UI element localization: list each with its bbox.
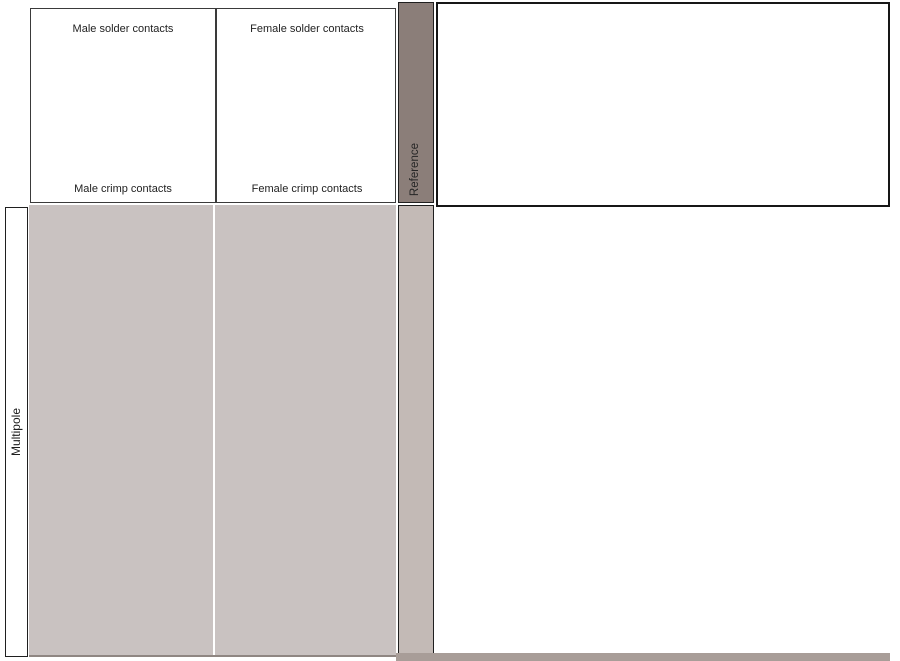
female-crimp-connector-drawing xyxy=(241,121,365,187)
panel-divider xyxy=(215,9,217,202)
table-header xyxy=(438,4,888,205)
female-crimp-title: Female crimp contacts xyxy=(251,183,363,195)
male-crimp-title: Male crimp contacts xyxy=(74,183,172,195)
female-solder-title: Female solder contacts xyxy=(250,23,364,35)
male-crimp-connector-drawing xyxy=(33,113,157,179)
male-contact-face-diagram xyxy=(156,73,202,119)
male-solder-title: Male solder contacts xyxy=(72,23,174,35)
reference-column xyxy=(398,205,434,655)
reference-column-header xyxy=(398,2,434,203)
contact-diagram-box xyxy=(30,8,396,203)
multipole-label-text: Multipole xyxy=(8,407,23,457)
female-contact-face-diagram xyxy=(324,81,370,127)
reference-header-text: Reference xyxy=(409,142,422,196)
multipole-side-label xyxy=(5,207,28,657)
page-bottom-band xyxy=(396,653,890,661)
contact-faces-drawings xyxy=(29,205,396,657)
male-solder-connector-drawing xyxy=(33,37,157,103)
contact-faces-panel xyxy=(29,205,396,657)
specification-table xyxy=(436,2,890,207)
